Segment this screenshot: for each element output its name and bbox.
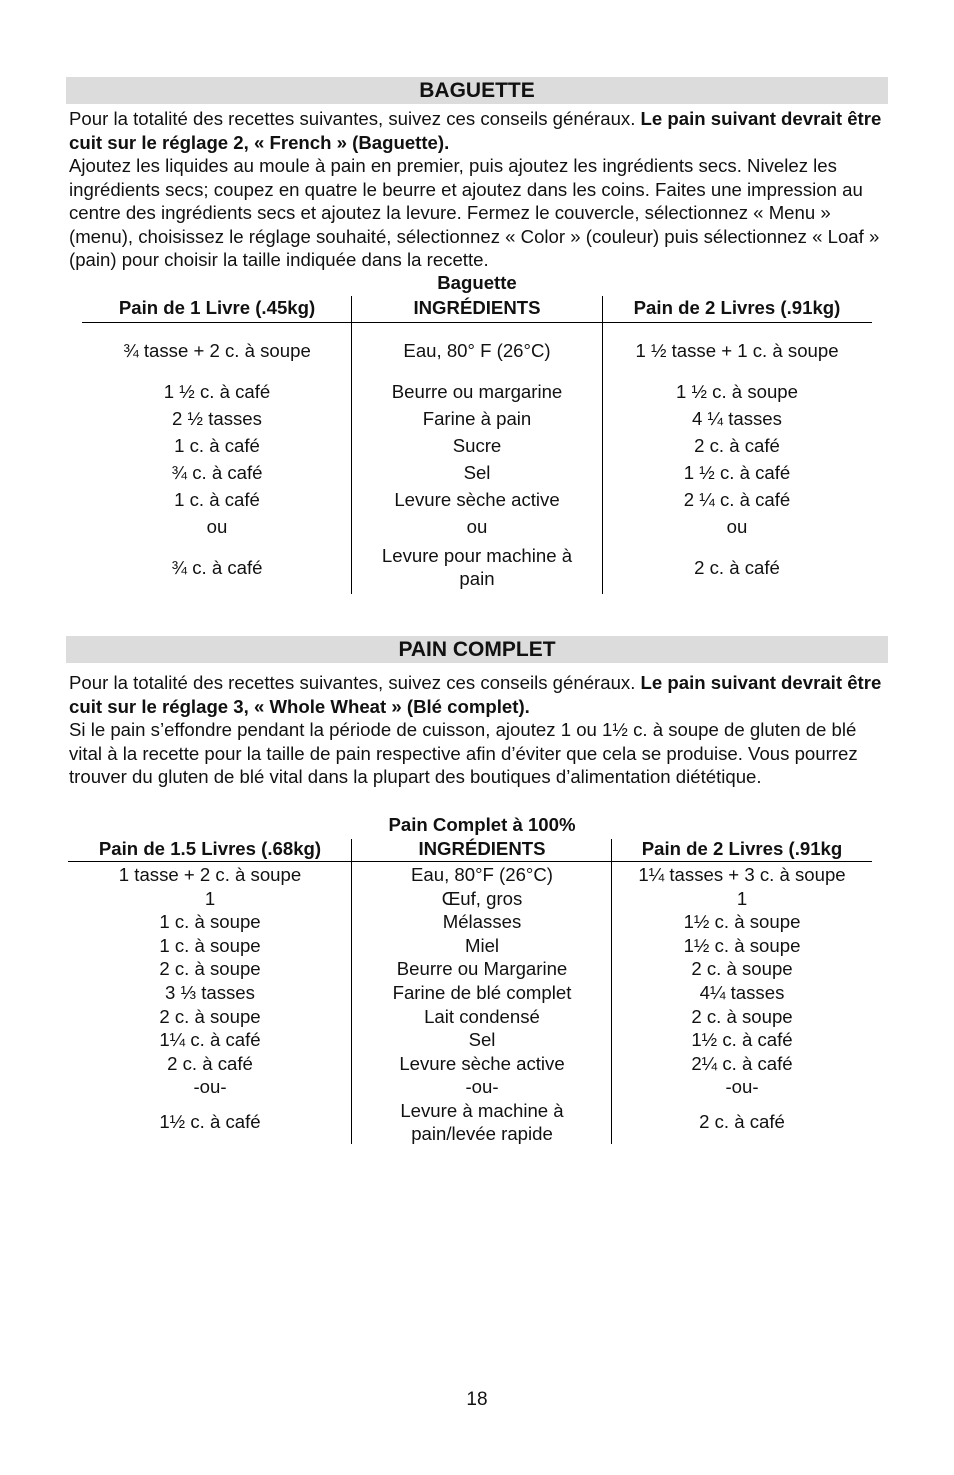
complet-intro <box>69 671 889 789</box>
baguette-header-1lb: Pain de 1 Livre (.45kg) <box>118 297 316 318</box>
baguette-instructions: Ajoutez les liquides au moule à pain en premier, puis ajoutez les ingrédients secs. Nivelez les ingrédients secs; coupez en quatre le beurre et ajoutez dans les coins. Faites une impression au centre des ingrédients secs et ajoutez la levure. Fermez le couvercle, sélectionnez « Menu » (menu), choisissez le réglage souhaité, sélectionnez « Color » (couleur) puis sélectionnez « Loaf » (pain) pour choisir la taille indiquée dans la recette. <box>69 155 880 270</box>
complet-cell-r9-c1: -ou- <box>465 1076 499 1097</box>
baguette-cell-r1-c0: 1 ½ c. à café <box>163 381 271 402</box>
complet-cell-r1-c0: 1 <box>204 888 216 909</box>
complet-header-15lb: Pain de 1.5 Livres (.68kg) <box>98 838 322 859</box>
baguette-header-rule <box>82 322 872 323</box>
complet-cell-r2-c0: 1 c. à soupe <box>159 911 261 932</box>
complet-header-rule <box>68 861 872 862</box>
complet-cell-r6-c0: 2 c. à soupe <box>159 1006 261 1027</box>
complet-cell-r5-c0: 3 ⅓ tasses <box>165 982 255 1003</box>
baguette-header-ingredients: INGRÉDIENTS <box>413 297 541 318</box>
complet-table-title: Pain Complet à 100% <box>388 814 576 835</box>
baguette-cell-r4-c2: 1 ½ c. à café <box>683 462 791 483</box>
baguette-cell-r5-c1: Levure sèche active <box>394 489 560 510</box>
baguette-title-bar <box>66 77 888 104</box>
complet-cell-r8-c1: Levure sèche active <box>399 1053 565 1074</box>
baguette-cell-r3-c1: Sucre <box>452 435 502 456</box>
baguette-cell-r4-c0: ¾ c. à café <box>171 462 263 483</box>
baguette-cell-r1-c1: Beurre ou margarine <box>391 381 563 402</box>
complet-cell-r7-c1: Sel <box>468 1029 496 1050</box>
baguette-cell-r6-c0: ou <box>206 516 228 537</box>
baguette-cell-r0-c0: ¾ tasse + 2 c. à soupe <box>123 340 311 361</box>
baguette-intro-bold: Le pain suivant devrait être cuit sur le réglage 2, « French » (Baguette). <box>69 108 882 153</box>
baguette-cell-r2-c0: 2 ½ tasses <box>172 408 262 429</box>
baguette-cell-r2-c2: 4 ¼ tasses <box>692 408 782 429</box>
complet-cell-r3-c2: 1½ c. à soupe <box>683 935 801 956</box>
complet-header-2lb: Pain de 2 Livres (.91kg <box>641 838 843 859</box>
page-number: 18 <box>466 1389 488 1410</box>
complet-cell-r0-c0: 1 tasse + 2 c. à soupe <box>118 864 302 885</box>
complet-cell-r10-c0: 1½ c. à café <box>159 1111 261 1132</box>
complet-cell-r8-c0: 2 c. à café <box>167 1053 253 1074</box>
baguette-cell-r0-c2: 1 ½ tasse + 1 c. à soupe <box>635 340 839 361</box>
complet-cell-r1-c1: Œuf, gros <box>441 888 523 909</box>
complet-title-bar <box>66 636 888 663</box>
complet-intro-bold: Le pain suivant devrait être cuit sur le réglage 3, « Whole Wheat » (Blé complet). <box>69 672 882 717</box>
complet-cell-r2-c2: 1½ c. à soupe <box>683 911 801 932</box>
complet-header-ingredients: INGRÉDIENTS <box>418 838 546 859</box>
complet-cell-r8-c2: 2¼ c. à café <box>691 1053 793 1074</box>
baguette-cell-r2-c1: Farine à pain <box>422 408 532 429</box>
baguette-cell-r5-c2: 2 ¼ c. à café <box>683 489 791 510</box>
complet-cell-r9-c2: -ou- <box>725 1076 759 1097</box>
complet-cell-r3-c1: Miel <box>464 935 500 956</box>
baguette-table-title: Baguette <box>437 272 517 293</box>
complet-cell-r7-c2: 1½ c. à café <box>691 1029 793 1050</box>
baguette-cell-r0-c1: Eau, 80° F (26°C) <box>403 340 551 361</box>
complet-title: PAIN COMPLET <box>398 638 556 661</box>
complet-cell-r0-c1: Eau, 80°F (26°C) <box>411 864 553 885</box>
complet-cell-r3-c0: 1 c. à soupe <box>159 935 261 956</box>
complet-cell-r10-c2: 2 c. à café <box>699 1111 785 1132</box>
complet-cell-r6-c1: Lait condensé <box>424 1006 540 1027</box>
complet-cell-r5-c1: Farine de blé complet <box>392 982 572 1003</box>
complet-cell-r10-c1: Levure à machine à pain/levée rapide <box>400 1100 564 1144</box>
complet-cell-r2-c1: Mélasses <box>442 911 522 932</box>
baguette-intro-text: Pour la totalité des recettes suivantes, suivez ces conseils généraux. <box>69 108 641 129</box>
baguette-cell-r6-c2: ou <box>726 516 748 537</box>
complet-cell-r6-c2: 2 c. à soupe <box>691 1006 793 1027</box>
complet-cell-r4-c0: 2 c. à soupe <box>159 958 261 979</box>
complet-cell-r9-c0: -ou- <box>193 1076 227 1097</box>
baguette-cell-r7-c2: 2 c. à café <box>694 557 780 578</box>
complet-cell-r1-c2: 1 <box>736 888 748 909</box>
baguette-cell-r7-c0: ¾ c. à café <box>171 557 263 578</box>
baguette-cell-r3-c2: 2 c. à café <box>694 435 780 456</box>
complet-intro-text: Pour la totalité des recettes suivantes, suivez ces conseils généraux. <box>69 672 641 693</box>
complet-cell-r7-c0: 1¼ c. à café <box>159 1029 261 1050</box>
baguette-title: BAGUETTE <box>419 79 535 102</box>
baguette-intro <box>69 107 889 272</box>
complet-cell-r4-c1: Beurre ou Margarine <box>396 958 568 979</box>
baguette-cell-r3-c0: 1 c. à café <box>174 435 260 456</box>
baguette-cell-r5-c0: 1 c. à café <box>174 489 260 510</box>
complet-cell-r4-c2: 2 c. à soupe <box>691 958 793 979</box>
baguette-cell-r6-c1: ou <box>466 516 488 537</box>
baguette-cell-r1-c2: 1 ½ c. à soupe <box>676 381 798 402</box>
baguette-cell-r4-c1: Sel <box>463 462 491 483</box>
baguette-cell-r7-c1: Levure pour machine à pain <box>381 545 573 589</box>
complet-cell-r0-c2: 1¼ tasses + 3 c. à soupe <box>638 864 846 885</box>
complet-cell-r5-c2: 4¼ tasses <box>699 982 785 1003</box>
baguette-header-2lb: Pain de 2 Livres (.91kg) <box>633 297 841 318</box>
complet-instructions: Si le pain s’effondre pendant la période de cuisson, ajoutez 1 ou 1½ c. à soupe de gluten de blé vital à la recette pour la taille de pain respective afin d’éviter que cela se produise. Vous pourrez trouver du gluten de blé vital dans la plupart des boutiques d’alimentation diététique. <box>69 719 858 787</box>
